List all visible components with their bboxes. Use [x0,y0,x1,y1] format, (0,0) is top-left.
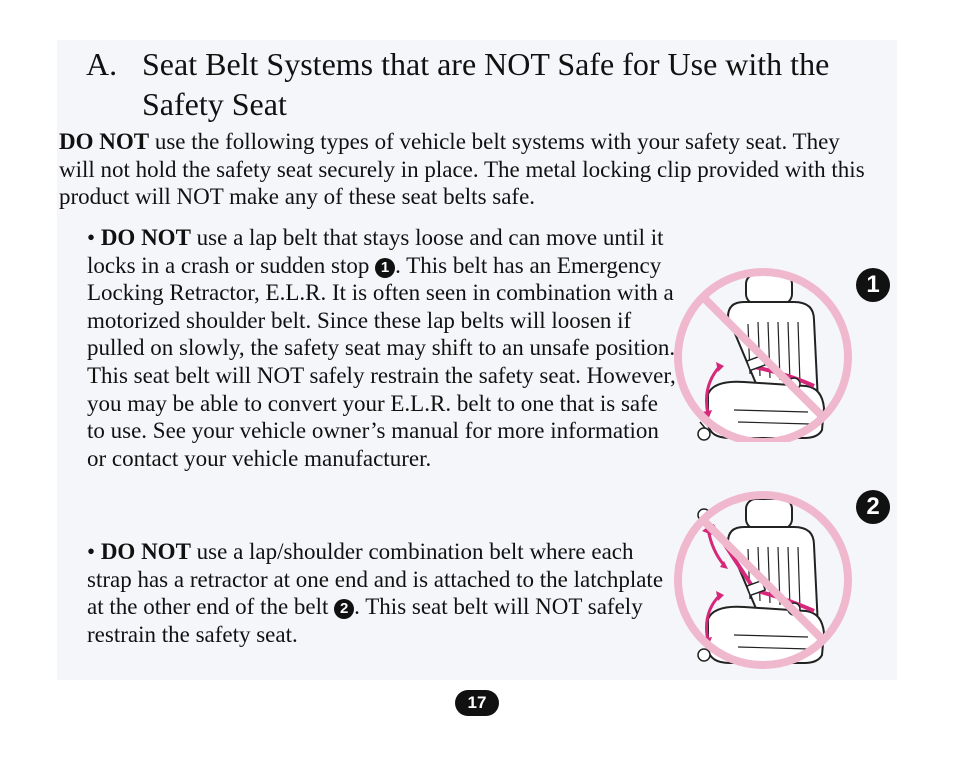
bullet-text: . This belt has an Emergency Locking Retractor, E.L.R. It is often seen in combination with a motorized shoulder belt. Since these lap belts will loosen if pulled on slowly, the safety seat may shift to an unsafe position. This seat belt will NOT safely restrain the safety seat. However, you may be able to convert your E.L.R. belt to one that is safe to use. See your vehicle owner’s manual for more information or contact your vehicle manufacturer. [87,252,676,471]
figure-ref-badge: 2 [334,599,354,619]
section-title: Seat Belt Systems that are NOT Safe for Use with the Safety Seat [142,46,830,122]
section-heading [86,44,846,124]
intro-paragraph [59,128,879,211]
bullet-bold: DO NOT [100,225,191,250]
intro-text: use the following types of vehicle belt systems with your safety seat. They will not hold the safety seat securely in place. The metal locking clip provided with this product will NOT make any of these seat belts safe. [59,129,865,209]
prohibited-lap-belt-seat-illustration [668,262,858,442]
bullet-item-2 [87,538,677,648]
prohibited-dual-retractor-belt-seat-illustration [668,485,858,670]
figure-ref-badge: 1 [375,258,395,278]
bullet-text: . This seat belt will NOT safely restrain the safety seat. [87,594,643,647]
bullet-text: use a lap belt that stays loose and can move until it locks in a crash or sudden stop [87,225,664,278]
figure-number-badge: 2 [856,490,890,524]
bullet-marker: • [87,225,96,250]
section-letter: A. [86,46,118,82]
bullet-marker: • [87,539,96,564]
bullet-bold: DO NOT [100,539,191,564]
page-number-badge: 17 [455,690,499,716]
figure-number-badge: 1 [856,268,890,302]
bullet-text: use a lap/shoulder combination belt where each strap has a retractor at one end and is attached to the latchplate at the other end of the belt [87,539,664,620]
bullet-item-1 [87,224,677,472]
intro-bold: DO NOT [59,129,150,154]
